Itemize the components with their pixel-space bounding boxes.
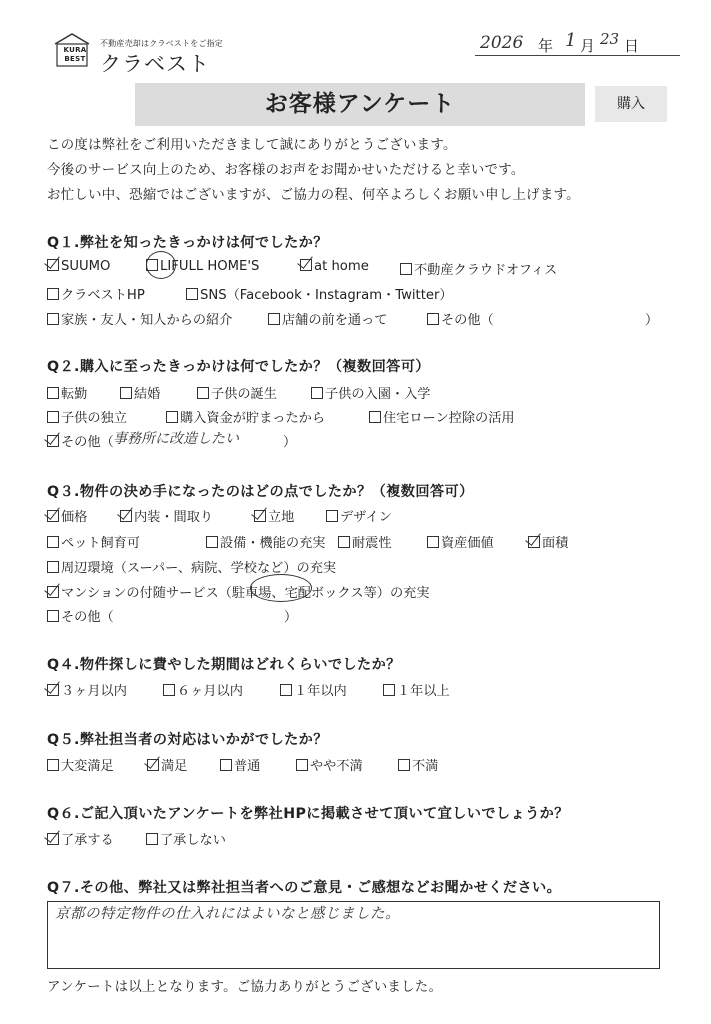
date-year-label: 年 <box>538 37 554 55</box>
date-month-label: 月 <box>580 37 596 55</box>
checkbox[interactable] <box>398 759 410 771</box>
checkbox[interactable] <box>268 313 280 325</box>
q2-close-paren: ） <box>283 435 297 450</box>
checkbox[interactable] <box>166 411 178 423</box>
checkbox[interactable] <box>197 387 209 399</box>
q5-option-somewhat-dissatisfied[interactable]: やや不満 <box>296 755 363 774</box>
q4-option-6months[interactable]: ６ヶ月以内 <box>163 680 243 699</box>
intro-line-1: この度は弊社をご利用いただきまして誠にありがとうございます。 <box>47 138 457 153</box>
q1-option-other[interactable]: その他（ <box>427 309 494 328</box>
checkbox[interactable] <box>47 561 59 573</box>
q3-option-surroundings[interactable]: 周辺環境（スーパー、病院、学校など）の充実 <box>47 557 336 576</box>
footer-text: アンケートは以上となります。ご協力ありがとうございました。 <box>47 980 443 995</box>
intro-line-3: お忙しい中、恐縮ではございますが、ご協力の程、何卒よろしくお願い申し上げます。 <box>47 188 580 203</box>
checkbox[interactable] <box>120 387 132 399</box>
q2-option-independence[interactable]: 子供の独立 <box>47 407 127 426</box>
q4-heading: Q４.物件探しに費やした期間はどれくらいでしたか？ <box>47 657 401 673</box>
q6-option-disagree[interactable]: 了承しない <box>146 829 226 848</box>
checkbox[interactable] <box>369 411 381 423</box>
q3-option-area[interactable]: 面積 <box>528 532 568 551</box>
q3-option-facilities[interactable]: 設備・機能の充実 <box>206 532 326 551</box>
q5-option-neutral[interactable]: 普通 <box>220 755 260 774</box>
checkbox[interactable] <box>47 536 59 548</box>
date-year: 2026 <box>480 33 524 53</box>
checkbox[interactable] <box>47 313 59 325</box>
date-day-label: 日 <box>624 37 640 55</box>
checkbox[interactable] <box>47 610 59 622</box>
q1-option-fudosan-cloud[interactable]: 不動産クラウドオフィス <box>400 259 557 278</box>
q1-close-paren: ） <box>645 313 659 328</box>
q3-heading: Q３.物件の決め手になったのはどの点でしたか？（複数回答可） <box>47 484 474 500</box>
logo-mark-bottom: BEST <box>64 55 86 63</box>
checkbox[interactable] <box>47 387 59 399</box>
q2-option-loan-deduction[interactable]: 住宅ローン控除の活用 <box>369 407 515 426</box>
q3-option-other[interactable]: その他（ <box>47 606 114 625</box>
checkbox[interactable] <box>400 263 412 275</box>
q3-option-price[interactable]: 価格 <box>47 506 87 525</box>
page-title: お客様アンケート <box>264 91 456 117</box>
checkbox[interactable] <box>296 759 308 771</box>
q3-option-earthquake[interactable]: 耐震性 <box>338 532 392 551</box>
checkbox[interactable] <box>311 387 323 399</box>
q2-option-marriage[interactable]: 結婚 <box>120 383 160 402</box>
q1-option-lifull[interactable]: LIFULL HOME'S <box>146 259 259 274</box>
comment-text: 京都の特定物件の仕入れにはよいなと感じました。 <box>55 906 400 922</box>
checkbox[interactable] <box>146 833 158 845</box>
checkbox[interactable] <box>383 684 395 696</box>
checkbox[interactable] <box>338 536 350 548</box>
checkbox[interactable] <box>47 684 59 696</box>
checkbox[interactable] <box>47 510 59 522</box>
checkbox[interactable] <box>47 833 59 845</box>
checkbox[interactable] <box>147 759 159 771</box>
q1-option-sns[interactable]: SNS（Facebook・Instagram・Twitter） <box>186 284 453 303</box>
checkbox[interactable] <box>47 435 59 447</box>
hand-drawn-circle <box>250 574 312 602</box>
checkbox[interactable] <box>47 586 59 598</box>
logo-name: クラベスト <box>100 52 210 76</box>
q2-option-school[interactable]: 子供の入園・入学 <box>311 383 431 402</box>
q1-option-store[interactable]: 店舗の前を通って <box>268 309 388 328</box>
checkbox[interactable] <box>120 510 132 522</box>
checkbox[interactable] <box>300 259 312 271</box>
checkbox[interactable] <box>280 684 292 696</box>
logo-mark-top: KURA <box>63 46 87 54</box>
q3-option-pets[interactable]: ペット飼育可 <box>47 532 140 551</box>
checkbox[interactable] <box>326 510 338 522</box>
hand-drawn-circle <box>146 251 176 279</box>
date-underline <box>475 55 680 56</box>
checkbox[interactable] <box>163 684 175 696</box>
q2-option-savings[interactable]: 購入資金が貯まったから <box>166 407 325 426</box>
q1-option-athome[interactable]: at home <box>300 259 369 274</box>
date-day: 23 <box>600 30 620 48</box>
checkbox[interactable] <box>220 759 232 771</box>
q5-option-very-satisfied[interactable]: 大変満足 <box>47 755 114 774</box>
q3-option-location[interactable]: 立地 <box>254 506 294 525</box>
q3-option-design[interactable]: デザイン <box>326 506 392 525</box>
q1-option-referral[interactable]: 家族・友人・知人からの紹介 <box>47 309 232 328</box>
logo-mark <box>53 32 91 68</box>
q1-option-suumo[interactable]: SUUMO <box>47 259 110 274</box>
logo-tagline: 不動産売却はクラベストをご指定 <box>100 39 223 48</box>
date-month: 1 <box>565 30 577 51</box>
q4-option-over-1year[interactable]: １年以上 <box>383 680 450 699</box>
q2-heading: Q２.購入に至ったきっかけは何でしたか？（複数回答可） <box>47 359 430 375</box>
checkbox[interactable] <box>47 288 59 300</box>
checkbox[interactable] <box>47 259 59 271</box>
q1-heading: Q１.弊社を知ったきっかけは何でしたか？ <box>47 235 328 251</box>
q5-heading: Q５.弊社担当者の対応はいかがでしたか？ <box>47 732 328 748</box>
q4-option-1year[interactable]: １年以内 <box>280 680 347 699</box>
intro-line-2: 今後のサービス向上のため、お客様のお声をお聞かせいただけると幸いです。 <box>47 163 525 178</box>
category-badge: 購入 <box>595 86 667 122</box>
q5-option-satisfied[interactable]: 満足 <box>147 755 187 774</box>
checkbox[interactable] <box>47 759 59 771</box>
checkbox[interactable] <box>427 536 439 548</box>
q1-option-kurabest-hp[interactable]: クラベストHP <box>47 284 145 303</box>
q2-other-note: 事務所に改造したい <box>113 431 239 447</box>
q4-option-3months[interactable]: ３ヶ月以内 <box>47 680 127 699</box>
q6-option-agree[interactable]: 了承する <box>47 829 114 848</box>
checkbox[interactable] <box>528 536 540 548</box>
checkbox[interactable] <box>427 313 439 325</box>
q2-option-transfer[interactable]: 転勤 <box>47 383 87 402</box>
q6-heading: Q６.ご記入頂いたアンケートを弊社HPに掲載させて頂いて宜しいでしょうか？ <box>47 806 569 822</box>
q3-option-asset-value[interactable]: 資産価値 <box>427 532 494 551</box>
q5-option-dissatisfied[interactable]: 不満 <box>398 755 438 774</box>
checkbox[interactable] <box>254 510 266 522</box>
q3-close-paren: ） <box>284 610 298 625</box>
checkbox[interactable] <box>47 411 59 423</box>
checkbox[interactable] <box>206 536 218 548</box>
q7-heading: Q７.その他、弊社又は弊社担当者へのご意見・ご感想などお聞かせください。 <box>47 880 562 896</box>
q2-option-other[interactable]: その他（ <box>47 431 114 450</box>
q3-option-interior[interactable]: 内装・間取り <box>120 506 213 525</box>
checkbox[interactable] <box>186 288 198 300</box>
q3-option-building-services[interactable]: マンションの付随サービス（駐車場、宅配ボックス等）の充実 <box>47 582 430 601</box>
q2-option-birth[interactable]: 子供の誕生 <box>197 383 277 402</box>
